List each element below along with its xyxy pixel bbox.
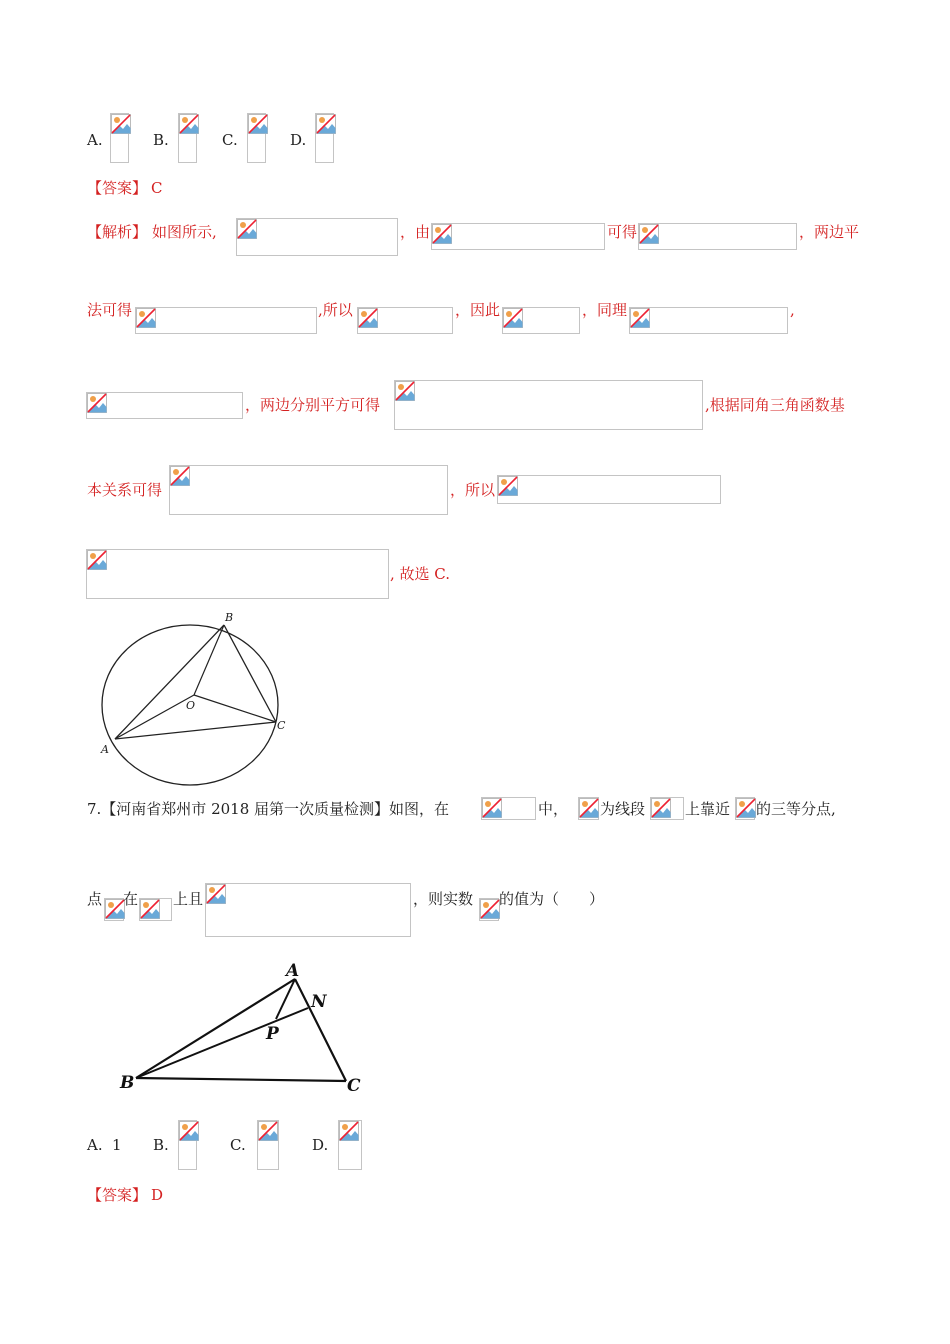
broken-image-icon [206, 884, 226, 904]
question-7-text: 上靠近 [685, 800, 731, 818]
option-d-label: D. [290, 131, 307, 149]
broken-image-icon [248, 114, 268, 134]
broken-image-icon [170, 466, 190, 486]
formula-image [578, 797, 599, 820]
formula-image [479, 898, 499, 921]
formula-image [629, 307, 788, 334]
formula-image [236, 218, 398, 256]
formula-image [638, 223, 797, 250]
point-p-label: P [266, 1024, 279, 1044]
broken-image-icon [480, 899, 500, 919]
formula-image [502, 307, 580, 334]
broken-image-icon [87, 393, 107, 413]
question-7-text: ，则实数 [413, 890, 474, 908]
segment-ac [115, 722, 276, 739]
option-a-image [110, 113, 129, 163]
broken-image-icon [395, 381, 415, 401]
formula-image [135, 307, 317, 334]
answer-label: 【答案】 [87, 1186, 148, 1204]
option-a-value: 1 [112, 1136, 122, 1154]
broken-image-icon [498, 476, 518, 496]
triangle-figure [100, 955, 380, 1105]
analysis-text: , [790, 301, 795, 319]
formula-image [86, 392, 243, 419]
point-c-label: C [347, 1076, 361, 1096]
question-7-text: 的三等分点, [756, 800, 836, 818]
formula-image [104, 898, 124, 921]
broken-image-icon [358, 308, 378, 328]
broken-image-icon [179, 1121, 199, 1141]
question-7-text: 的值为（ ） [499, 890, 605, 908]
broken-image-icon [105, 899, 125, 919]
formula-image [650, 797, 684, 820]
segment-bc [136, 1078, 346, 1081]
formula-image [169, 465, 448, 515]
point-a-label: A [286, 961, 300, 981]
formula-image [86, 549, 389, 599]
analysis-text: ，两边平 [799, 223, 860, 241]
formula-image [735, 797, 755, 820]
point-a-label: A [101, 743, 109, 756]
point-c-label: C [277, 719, 286, 732]
option-b-label: B. [153, 1136, 169, 1154]
broken-image-icon [87, 550, 107, 570]
option-c-label: C. [230, 1136, 246, 1154]
analysis-text: ，同理 [582, 301, 628, 319]
broken-image-icon [579, 798, 599, 818]
option-b-image [178, 1120, 197, 1170]
broken-image-icon [432, 224, 452, 244]
broken-image-icon [136, 308, 156, 328]
formula-image [497, 475, 721, 504]
option-d-label: D. [312, 1136, 329, 1154]
option-d-image [315, 113, 334, 163]
analysis-text: ，因此 [455, 301, 501, 319]
question-7-text: 中， [538, 800, 569, 818]
analysis-text: 如图所示, [152, 223, 217, 241]
analysis-text: , 故选 C. [390, 565, 451, 583]
analysis-label: 【解析】 [87, 223, 148, 241]
broken-image-icon [179, 114, 199, 134]
broken-image-icon [316, 114, 336, 134]
broken-image-icon [639, 224, 659, 244]
option-a-label: A. [87, 1136, 103, 1154]
segment-ab [115, 625, 224, 739]
broken-image-icon [140, 899, 160, 919]
option-d-image [338, 1120, 362, 1170]
formula-image [481, 797, 536, 820]
option-c-image [247, 113, 266, 163]
option-b-label: B. [153, 131, 169, 149]
question-7-text: 7.【河南省郑州市 2018 届第一次质量检测】如图，在 [87, 800, 450, 818]
broken-image-icon [651, 798, 671, 818]
broken-image-icon [111, 114, 131, 134]
question-7-text: 为线段 [600, 800, 646, 818]
analysis-text: ，所以 [450, 481, 496, 499]
segment-bn [136, 1008, 308, 1078]
point-o-label: O [186, 699, 196, 712]
broken-image-icon [736, 798, 756, 818]
circle-figure [90, 606, 290, 786]
option-c-image [257, 1120, 279, 1170]
analysis-text: 可得 [607, 223, 638, 241]
point-b-label: B [120, 1073, 135, 1093]
formula-image [431, 223, 605, 250]
analysis-text: ,所以 [318, 301, 353, 319]
broken-image-icon [482, 798, 502, 818]
formula-image [139, 898, 172, 921]
broken-image-icon [237, 219, 257, 239]
option-a-label: A. [87, 131, 103, 149]
question-7-text: 在 [123, 890, 139, 908]
analysis-text: ,根据同角三角函数基 [705, 396, 845, 414]
answer-value: C [151, 179, 163, 197]
analysis-text: ，两边分别平方可得 [245, 396, 381, 414]
broken-image-icon [339, 1121, 359, 1141]
answer-label: 【答案】 [87, 179, 148, 197]
option-b-image [178, 113, 197, 163]
formula-image [357, 307, 453, 334]
option-c-label: C. [222, 131, 238, 149]
point-n-label: N [311, 992, 327, 1012]
segment-ob [194, 625, 224, 695]
answer-value: D [151, 1186, 164, 1204]
formula-image [394, 380, 703, 430]
point-b-label: B [225, 611, 234, 624]
analysis-text: 本关系可得 [87, 481, 163, 499]
broken-image-icon [258, 1121, 278, 1141]
analysis-text: 法可得 [87, 301, 133, 319]
broken-image-icon [630, 308, 650, 328]
question-7-text: 点 [87, 890, 103, 908]
broken-image-icon [503, 308, 523, 328]
question-7-text: 上且 [173, 890, 204, 908]
formula-image [205, 883, 411, 937]
analysis-text: ，由 [400, 223, 431, 241]
